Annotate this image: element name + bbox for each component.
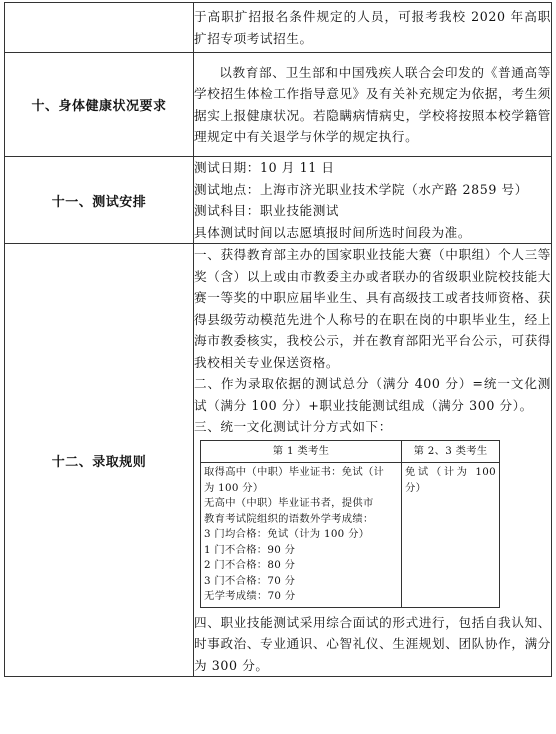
table-row: [5, 3, 552, 53]
admission-rule-4: 四、职业技能测试采用综合面试的形式进行，包括自我认知、时事政治、专业通识、心智礼仪、生涯规划、团队协作，满分为 300 分。: [194, 614, 551, 673]
test-time-note: 具体测试时间以志愿填报时间所选时间段为准。: [194, 224, 472, 240]
score-table-body-row: [201, 463, 500, 608]
category-2-3-rules: [402, 463, 500, 608]
header-category-2-3: 第 2、3 类考生: [402, 440, 500, 463]
rule-line: 1 门不合格：90 分: [204, 543, 296, 556]
table-row: [5, 157, 552, 244]
admission-rule-2: 二、作为录取依据的测试总分（满分 400 分）=统一文化测试（满分 100 分）+职业技能测试组成（满分 300 分）。: [194, 376, 551, 413]
score-method-table: [200, 440, 500, 608]
row-label-test-arrangement: 十一、测试安排: [5, 157, 194, 244]
rule-line: 无学考成绩：70 分: [204, 590, 296, 602]
rule-line: 3 门不合格：70 分: [204, 574, 296, 587]
admission-rules-table: [4, 2, 552, 677]
test-location: 测试地点：上海市济光职业技术学院（水产路 2859 号）: [194, 181, 528, 197]
table-row: [5, 53, 552, 157]
admission-rule-1: 一、获得教育部主办的国家职业技能大赛（中职组）个人三等奖（含）以上或由市教委主办或者联办的省级职业院校技能大赛一等奖的中职应届毕业生、具有高级技工或者技师资格、获得县级劳动模范先进个人称号的在职在岗的中职毕业生，经上海市教委核实，我校公示，并在教育部阳光平台公示，可获得我校相关专业保送资格。: [194, 247, 551, 370]
rule-line: 2 门不合格：80 分: [204, 559, 296, 571]
eligibility-paragraph: 于高职扩招报名条件规定的人员，可报考我校 2020 年高职扩招专项考试招生。: [194, 9, 551, 46]
row-label-health: 十、身体健康状况要求: [5, 53, 194, 157]
row-content-health: [194, 53, 552, 157]
row-label-admission: 十二、录取规则: [5, 244, 194, 677]
admission-rule-3: 三、统一文化测试计分方式如下：: [194, 419, 392, 434]
row-label: [5, 3, 194, 53]
row-content-test-arrangement: [194, 157, 552, 244]
test-subject: 测试科目：职业技能测试: [194, 203, 340, 218]
row-content-admission: [194, 244, 552, 677]
rule-line: 3 门均合格：免试（计为 100 分）: [204, 528, 370, 540]
row-content: [194, 3, 552, 53]
rule-line: 取得高中（中职）毕业证书：免试（计: [204, 466, 385, 478]
rule-line: 免试（计为 100 分）: [405, 466, 496, 494]
rule-line: 为 100 分）: [204, 481, 264, 494]
test-date: 测试日期：10 月 11 日: [194, 160, 335, 175]
rule-line: 无高中（中职）毕业证书者，提供市: [204, 497, 374, 509]
header-category-1: 第 1 类考生: [201, 440, 402, 463]
score-table-header-row: [201, 440, 500, 463]
category-1-rules: [201, 463, 402, 608]
table-row: [5, 244, 552, 677]
health-paragraph: 以教育部、卫生部和中国残疾人联合会印发的《普通高等学校招生体检工作指导意见》及有关补充规定为依据，考生须据实上报健康状况。若隐瞒病情病史，学校将按照本校学籍管理规定中有关退学与休学的规定执行。: [194, 64, 551, 144]
rule-line: 教育考试院组织的语数外学考成绩：: [204, 512, 374, 525]
